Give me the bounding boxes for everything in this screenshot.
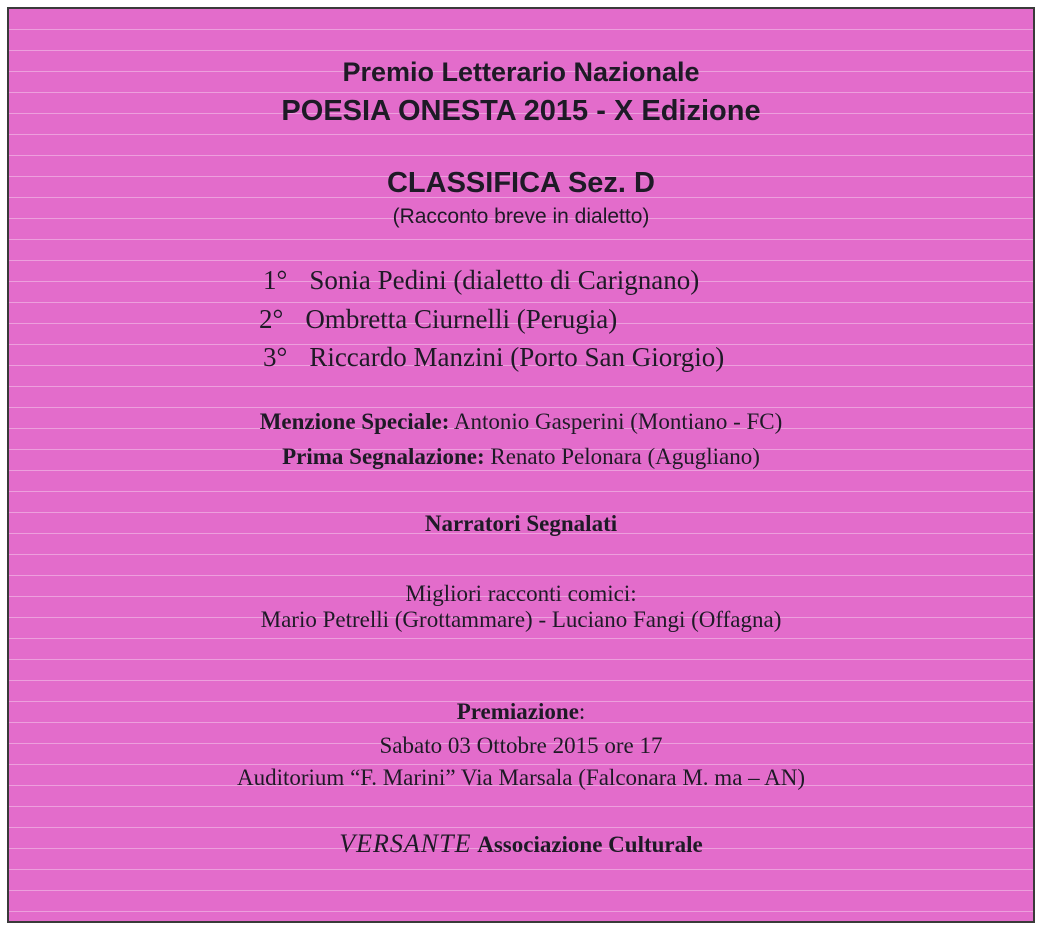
ranking-position: 3° bbox=[263, 342, 288, 372]
ranking-name: Riccardo Manzini (Porto San Giorgio) bbox=[309, 342, 725, 372]
ranking-position: 2° bbox=[259, 304, 284, 334]
organizer bbox=[9, 829, 1033, 859]
organizer-type: Associazione Culturale bbox=[477, 832, 703, 857]
first-signalation-label: Prima Segnalazione: bbox=[282, 444, 485, 469]
ranking-name: Ombretta Ciurnelli (Perugia) bbox=[305, 304, 618, 334]
comic-stories-names: Mario Petrelli (Grottammare) - Luciano Fangi (Offagna) bbox=[260, 607, 782, 632]
edition-title: POESIA ONESTA 2015 - X Edizione bbox=[281, 95, 761, 127]
ranking-position: 1° bbox=[263, 265, 288, 295]
special-mention-label: Menzione Speciale: bbox=[259, 409, 450, 434]
special-mention bbox=[9, 409, 1033, 435]
ranking-item-3 bbox=[263, 342, 724, 373]
organizer-name: VERSANTE bbox=[339, 829, 472, 858]
section-title: CLASSIFICA Sez. D bbox=[386, 167, 655, 199]
ranking-item-2 bbox=[259, 304, 617, 335]
ceremony-date: Sabato 03 Ottobre 2015 ore 17 bbox=[379, 733, 663, 758]
ceremony-heading bbox=[9, 699, 1033, 725]
comic-stories-label: Migliori racconti comici: bbox=[405, 581, 637, 606]
announcement-card bbox=[7, 7, 1035, 923]
first-signalation bbox=[9, 444, 1033, 470]
ceremony-venue: Auditorium “F. Marini” Via Marsala (Falconara M. ma – AN) bbox=[236, 765, 806, 790]
ceremony-colon: : bbox=[578, 699, 586, 724]
narrators-heading bbox=[9, 511, 1033, 537]
narrators-heading-text: Narratori Segnalati bbox=[424, 511, 618, 536]
ranking-item-1 bbox=[263, 265, 699, 296]
ranking-name: Sonia Pedini (dialetto di Carignano) bbox=[309, 265, 700, 295]
prize-title: Premio Letterario Nazionale bbox=[342, 57, 700, 87]
first-signalation-value: Renato Pelonara (Agugliano) bbox=[484, 444, 760, 469]
section-subtitle: (Racconto breve in dialetto) bbox=[392, 205, 650, 228]
ceremony-label: Premiazione bbox=[456, 699, 579, 724]
special-mention-value: Antonio Gasperini (Montiano - FC) bbox=[449, 409, 783, 434]
